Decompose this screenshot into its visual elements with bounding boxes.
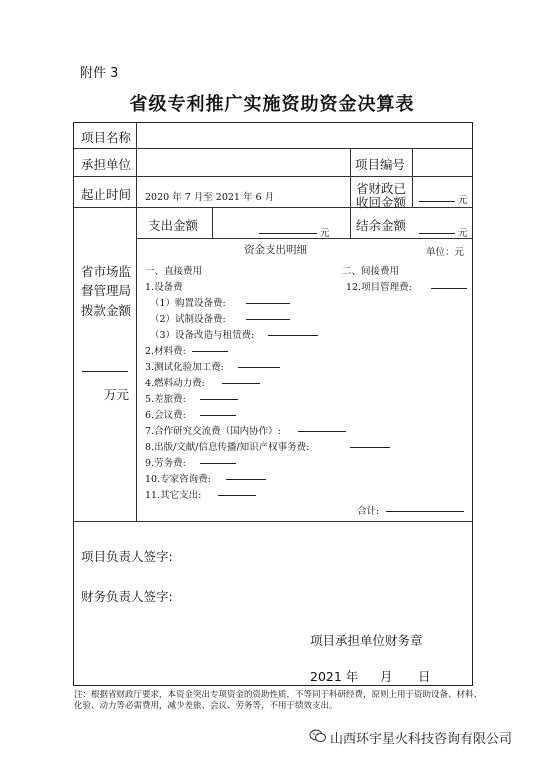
- expend-amount-field[interactable]: [259, 223, 317, 234]
- item-equipment: 1.设备费: [145, 282, 183, 293]
- item-material: 2.材料费:: [145, 346, 186, 357]
- recover-amount-field[interactable]: [419, 191, 455, 202]
- balance-label: 结余金额: [356, 218, 407, 233]
- item-purchase: （1）购置设备费:: [150, 298, 226, 309]
- item-publication: 8.出版/文献/信息传播/知识产权事务费:: [145, 442, 310, 453]
- labor-field[interactable]: [200, 453, 236, 464]
- expert-field[interactable]: [226, 469, 266, 480]
- date-day: 日: [418, 669, 431, 684]
- expend-label: 支出金额: [148, 218, 199, 233]
- item-meeting: 6.会议费:: [145, 410, 186, 421]
- total-field[interactable]: [386, 501, 464, 512]
- watermark-text: 山西环宇星火科技咨询有限公司: [330, 732, 513, 747]
- allocation-amount-field[interactable]: [82, 361, 128, 372]
- meeting-field[interactable]: [200, 405, 236, 416]
- allocation-label-2: 督管理局: [81, 283, 132, 298]
- wechat-icon: [309, 729, 327, 743]
- period-label: 起止时间: [81, 187, 132, 202]
- project-no-label: 项目编号: [355, 157, 406, 172]
- col-divider: [412, 148, 413, 207]
- rental-field[interactable]: [268, 325, 318, 336]
- footnote: 注：根据省财政厅要求，本资金突出专项资金的资助性质，不等同于科研经费，原则上用于资助设备、材料、化验、动力等必需费用，减少差旅、会议、劳务等，不用于绩效支出。: [74, 690, 483, 711]
- col-divider: [350, 148, 351, 238]
- item-trial: （2）试制设备费:: [150, 314, 226, 325]
- attachment-label: 附件 3: [80, 66, 119, 81]
- allocation-label-3: 拨款金额: [81, 303, 132, 318]
- recover-unit: 元: [458, 195, 468, 206]
- other-field[interactable]: [218, 485, 256, 496]
- mgmt-fee-field[interactable]: [431, 278, 467, 289]
- item-testing: 3.测试化验加工费:: [145, 362, 224, 373]
- row-divider: [74, 521, 472, 522]
- travel-field[interactable]: [200, 389, 238, 400]
- recover-label-2: 收回金额: [356, 195, 407, 210]
- testing-field[interactable]: [238, 357, 280, 368]
- expend-unit: 元: [320, 228, 330, 239]
- item-other: 11.其它支出:: [145, 490, 202, 501]
- balance-amount-field[interactable]: [419, 223, 455, 234]
- detail-header: 资金支出明细: [244, 244, 307, 256]
- date-year: 2021 年: [310, 669, 359, 684]
- finance-signature-label: 财务负责人签字:: [81, 589, 173, 604]
- purchase-field[interactable]: [246, 293, 290, 304]
- row-divider: [136, 238, 472, 239]
- item-rental: （3）设备改造与租赁费:: [150, 330, 255, 341]
- item-expert: 10.专家咨询费:: [145, 474, 211, 485]
- item-fuel: 4.燃料动力费:: [145, 378, 205, 389]
- trial-field[interactable]: [246, 309, 290, 320]
- item-cooperation: 7.合作研究交流费（国内协作）:: [145, 426, 281, 437]
- allocation-label-1: 省市场监: [81, 264, 132, 279]
- cooperation-field[interactable]: [298, 421, 346, 432]
- budget-form: [73, 122, 473, 686]
- form-title: 省级专利推广实施资助资金决算表: [129, 94, 415, 115]
- project-name-label: 项目名称: [81, 130, 132, 145]
- item-travel: 5.差旅费:: [145, 394, 186, 405]
- date-month: 月: [380, 669, 393, 684]
- col-divider: [136, 123, 137, 521]
- mgmt-fee-label: 12.项目管理费:: [346, 282, 412, 293]
- publication-field[interactable]: [350, 437, 390, 448]
- balance-unit: 元: [458, 228, 468, 239]
- material-field[interactable]: [192, 341, 228, 352]
- detail-unit: 单位：元: [426, 247, 465, 258]
- period-value: 2020 年 7 月至 2021 年 6 月: [145, 192, 275, 203]
- direct-costs-heading: 一、直接费用: [145, 266, 203, 277]
- fuel-field[interactable]: [222, 373, 260, 384]
- item-labor: 9.劳务费:: [145, 458, 186, 469]
- indirect-costs-heading: 二、间接费用: [342, 266, 400, 277]
- col-divider: [212, 207, 213, 238]
- leader-signature-label: 项目负责人签字:: [81, 549, 173, 564]
- row-divider: [74, 207, 472, 208]
- total-label: 合计:: [357, 506, 380, 517]
- recover-label-1: 省财政已: [356, 181, 407, 196]
- allocation-unit: 万元: [104, 387, 130, 402]
- finance-seal-label: 项目承担单位财务章: [310, 633, 423, 648]
- undertaker-label: 承担单位: [81, 157, 132, 172]
